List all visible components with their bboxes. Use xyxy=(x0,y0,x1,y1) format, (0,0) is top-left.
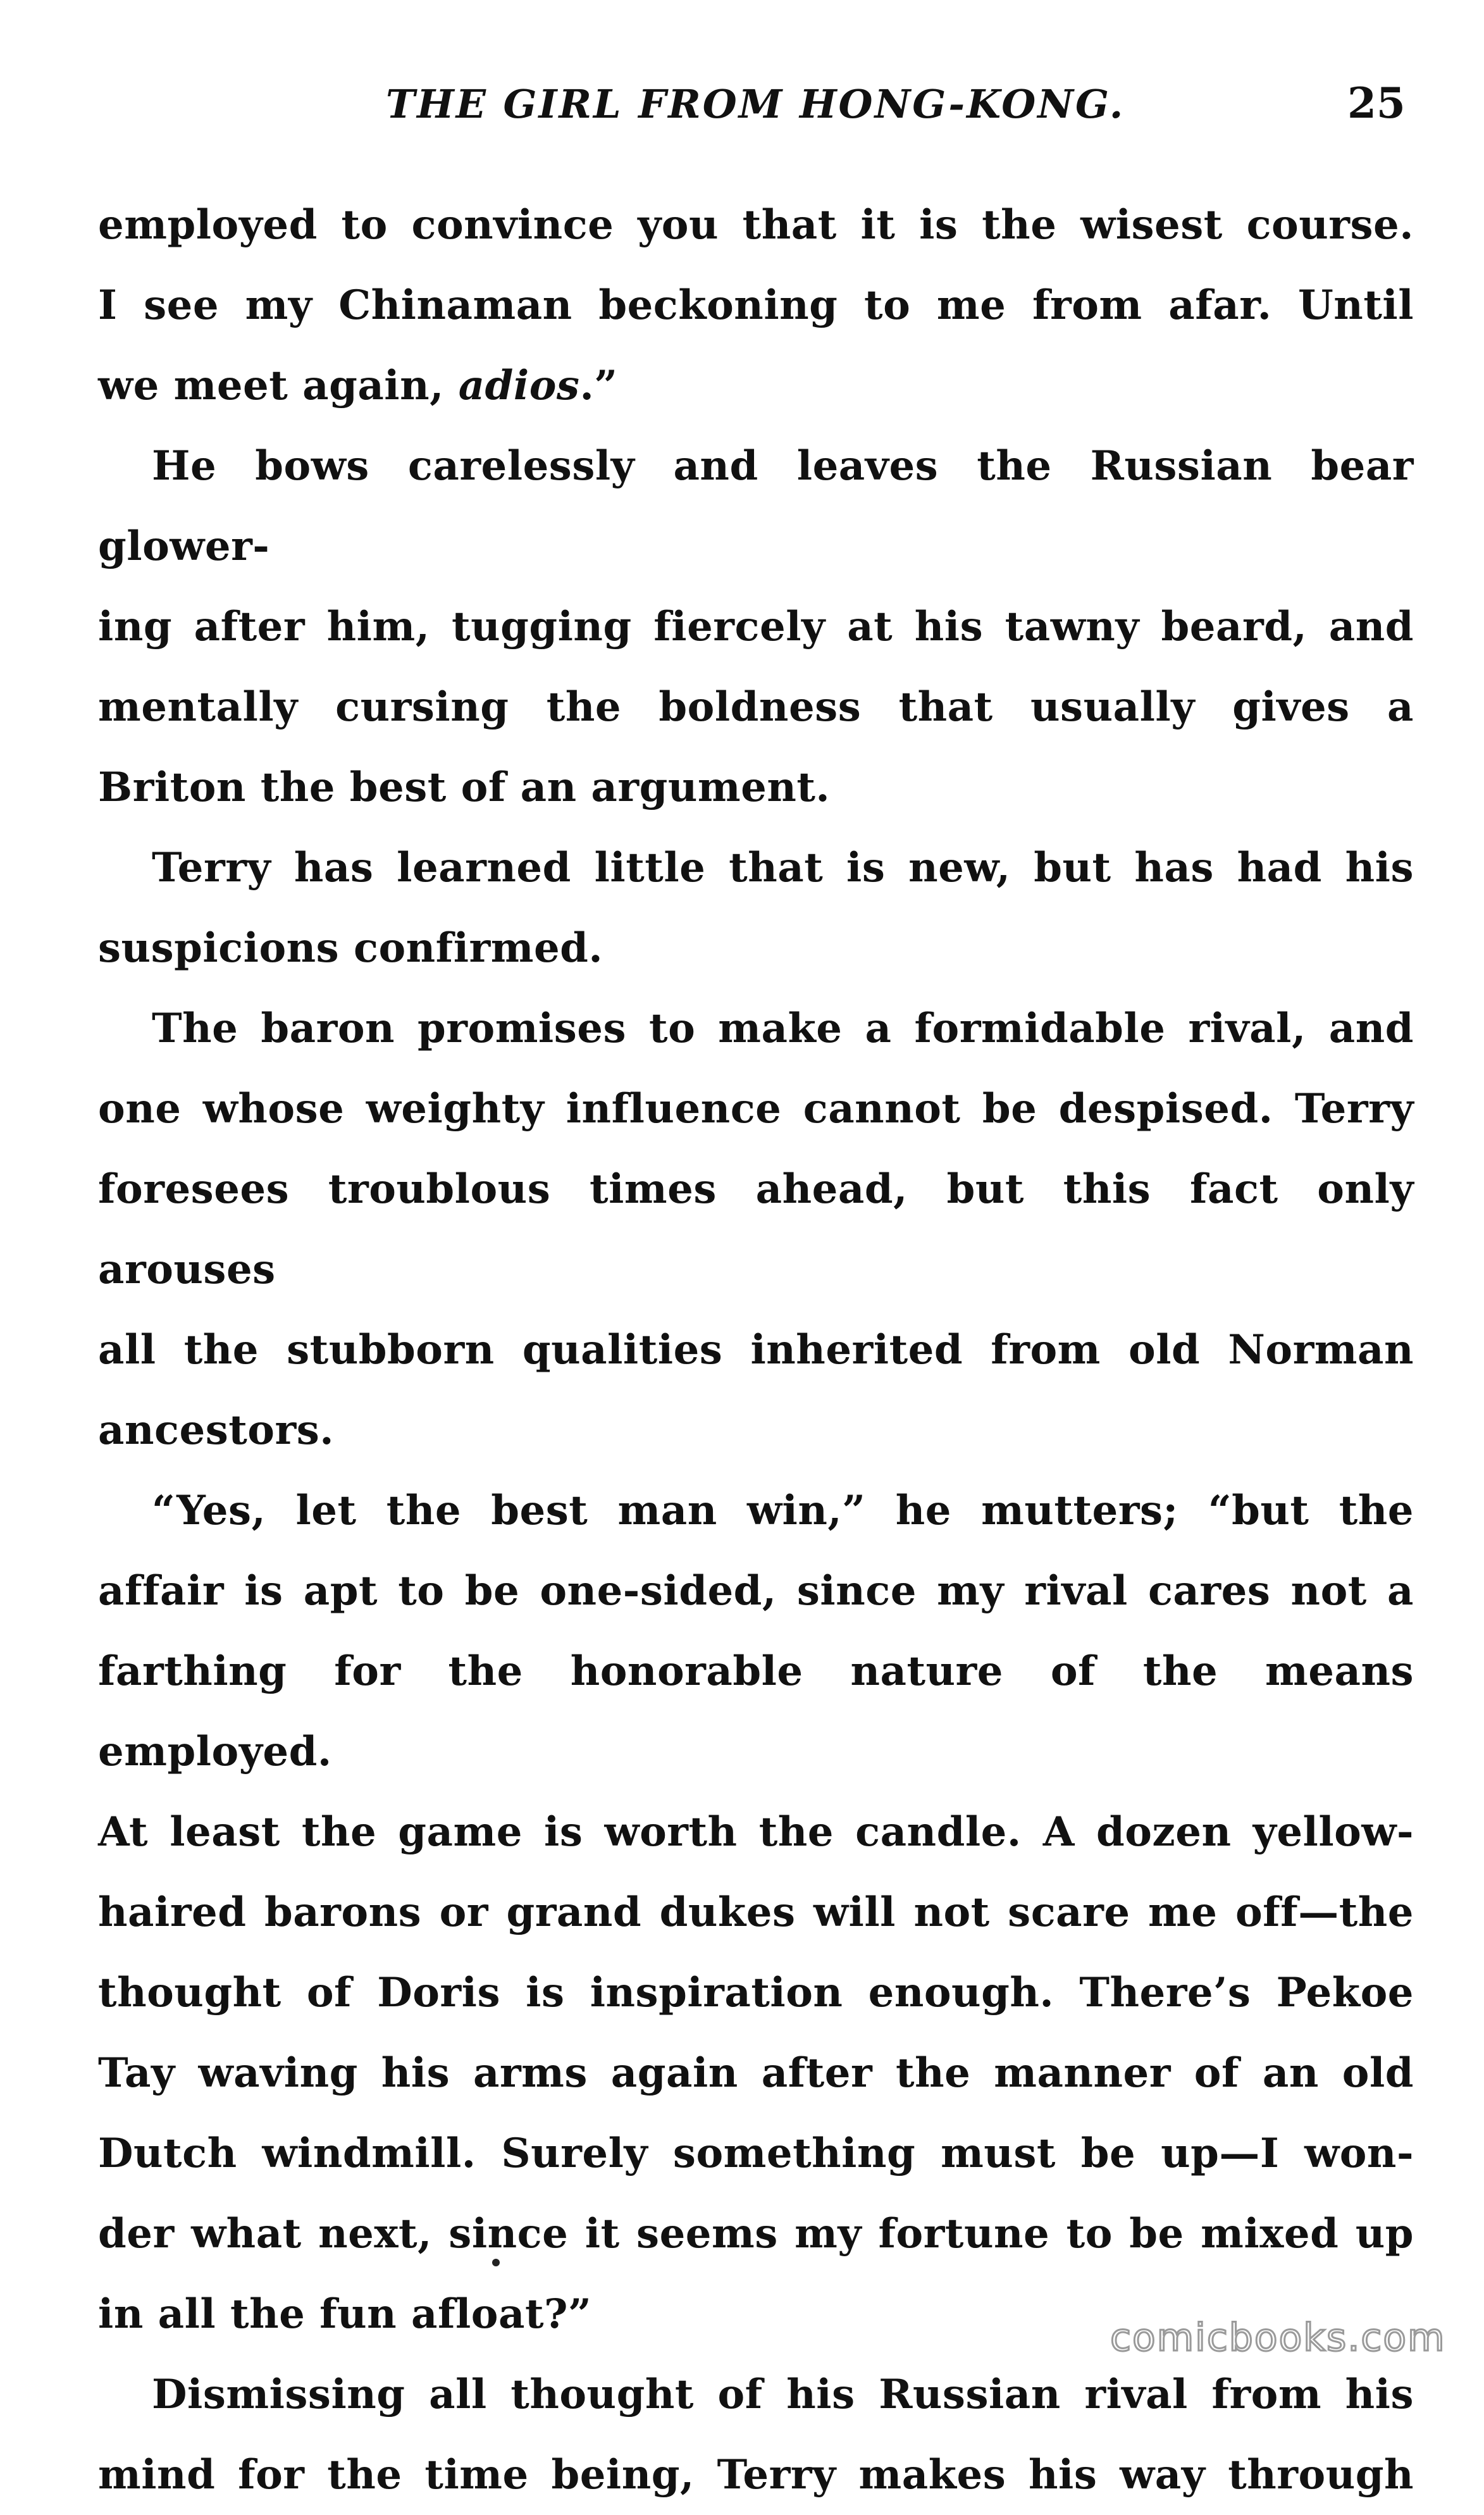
text-line-12: foresees troublous times ahead, but this fact only arouses xyxy=(98,1165,1414,1293)
text-line-23: der what next, since it seems my fortune to be mixed up xyxy=(98,2210,1414,2257)
text-line-2: I see my Chinaman beckoning to me from afar. Until xyxy=(98,282,1414,329)
text-line-20: thought of Doris is inspiration enough. There’s Pekoe xyxy=(98,1969,1414,2016)
text-line-18: At least the game is worth the candle. A dozen yellow- xyxy=(98,1808,1414,1856)
text-line-11: one whose weighty influence cannot be despised. Terry xyxy=(98,1085,1414,1133)
text-line-7: Briton the best of an argument. xyxy=(98,764,831,811)
text-line-14: ancestors. xyxy=(98,1407,334,1454)
text-line-3-end: .” xyxy=(579,362,618,409)
text-line-21: Tay waving his arms again after the manner of an old xyxy=(98,2049,1414,2097)
watermark: comicbooks.com xyxy=(1110,2316,1446,2360)
text-line-16: affair is apt to be one-sided, since my rival cares not a xyxy=(98,1567,1414,1615)
text-line-1: employed to convince you that it is the wisest course. xyxy=(98,201,1414,249)
text-line-3 xyxy=(98,345,1414,426)
running-title: THE GIRL FROM HONG-KONG. xyxy=(386,81,1125,127)
text-line-17: farthing for the honorable nature of the means employed. xyxy=(98,1648,1414,1775)
body-text xyxy=(98,185,1414,2515)
text-line-4: He bows carelessly and leaves the Russian bear glower- xyxy=(98,442,1414,570)
text-line-13: all the stubborn qualities inherited from old Norman xyxy=(98,1326,1414,1374)
text-line-6: mentally cursing the boldness that usually gives a xyxy=(98,683,1414,731)
text-line-22: Dutch windmill. Surely something must be up—I won- xyxy=(98,2130,1414,2177)
text-line-15: “Yes, let the best man win,” he mutters; “but the xyxy=(152,1487,1414,1534)
text-line-24: in all the fun afloat?” xyxy=(98,2290,592,2338)
text-line-19: haired barons or grand dukes will not scare me off—the xyxy=(98,1889,1414,1936)
text-line-3-start: we meet again, xyxy=(98,362,459,409)
text-line-25: Dismissing all thought of his Russian rival from his xyxy=(152,2371,1414,2418)
text-line-9: suspicions confirmed. xyxy=(98,924,603,972)
text-line-8: Terry has learned little that is new, but has had his xyxy=(152,844,1414,891)
text-line-5: ing after him, tugging fiercely at his tawny beard, and xyxy=(98,603,1414,650)
ink-speck xyxy=(492,2259,500,2266)
text-line-26: mind for the time being, Terry makes his way through xyxy=(98,2451,1414,2499)
text-line-10: The baron promises to make a formidable rival, and xyxy=(152,1005,1414,1052)
page-number: 25 xyxy=(1347,78,1406,128)
italic-word-adios: adios xyxy=(458,362,580,409)
